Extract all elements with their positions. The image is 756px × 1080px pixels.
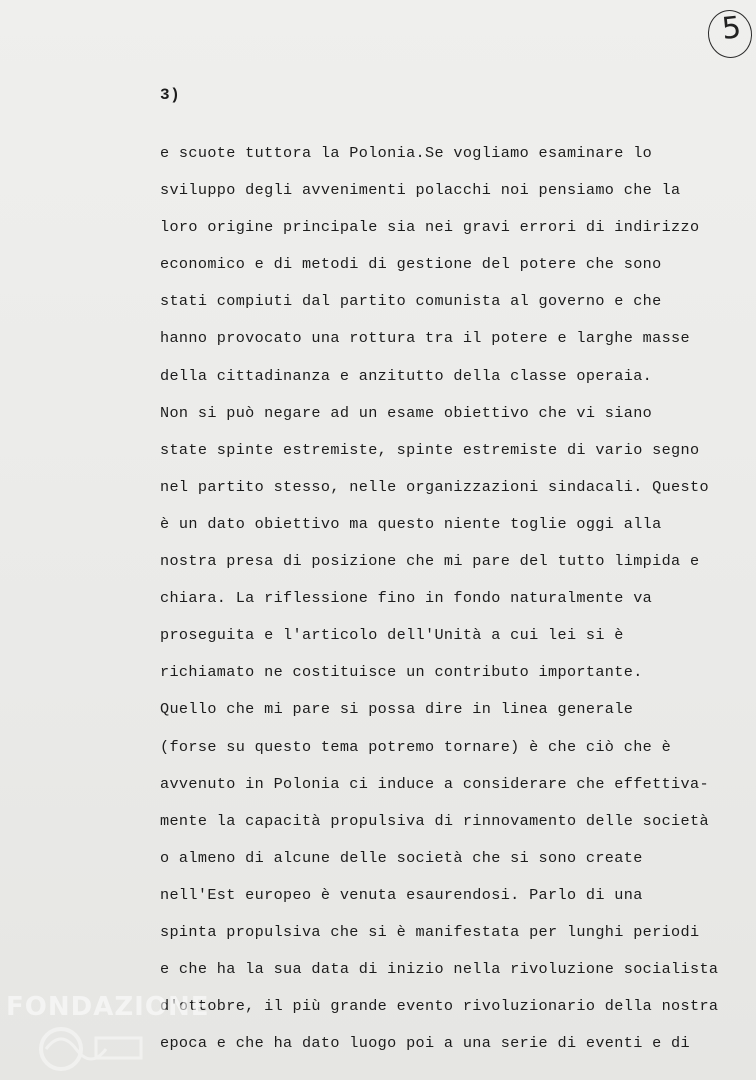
text-line: richiamato ne costituisce un contributo importante. (160, 663, 643, 682)
text-line: mente la capacità propulsiva di rinnovamento delle società (160, 811, 709, 830)
text-line: (forse su questo tema potremo tornare) è che ciò che è (160, 737, 672, 756)
section-number: 3) (160, 86, 181, 104)
text-line: chiara. La riflessione fino in fondo naturalmente va (160, 589, 653, 608)
page-number: 5 (720, 10, 743, 47)
text-line: o almeno di alcune delle società che si sono create (160, 848, 643, 867)
text-line: sviluppo degli avvenimenti polacchi noi pensiamo che la (160, 181, 681, 200)
typed-text-body (160, 141, 718, 1068)
text-line: epoca e che ha dato luogo poi a una serie di eventi e di (160, 1034, 690, 1053)
watermark-logo-icon (36, 1024, 146, 1074)
text-line: Non si può negare ad un esame obiettivo che vi siano (160, 403, 653, 422)
text-line: Quello che mi pare si possa dire in linea generale (160, 700, 634, 719)
text-line: proseguita e l'articolo dell'Unità a cui lei si è (160, 626, 624, 645)
text-line: nostra presa di posizione che mi pare del tutto limpida e (160, 552, 700, 571)
watermark-text: FONDAZIONE (6, 992, 210, 1022)
text-line: spinta propulsiva che si è manifestata per lunghi periodi (160, 922, 700, 941)
text-line: avvenuto in Polonia ci induce a considerare che effettiva- (160, 774, 709, 793)
text-line: e scuote tuttora la Polonia.Se vogliamo esaminare lo (160, 144, 653, 162)
text-line: stati compiuti dal partito comunista al governo e che (160, 292, 662, 311)
text-line: nell'Est europeo è venuta esaurendosi. Parlo di una (160, 885, 643, 904)
text-line: economico e di metodi di gestione del potere che sono (160, 255, 662, 274)
text-line: hanno provocato una rottura tra il potere e larghe masse (160, 329, 690, 348)
text-line: nel partito stesso, nelle organizzazioni sindacali. Questo (160, 477, 709, 496)
text-line: e che ha la sua data di inizio nella rivoluzione socialista (160, 960, 719, 979)
text-line: state spinte estremiste, spinte estremiste di vario segno (160, 440, 700, 459)
text-line: d'ottobre, il più grande evento rivoluzionario della nostra (160, 997, 719, 1016)
text-line: loro origine principale sia nei gravi errori di indirizzo (160, 218, 700, 237)
text-line: della cittadinanza e anzitutto della classe operaia. (160, 366, 653, 385)
text-line: è un dato obiettivo ma questo niente toglie oggi alla (160, 514, 662, 533)
